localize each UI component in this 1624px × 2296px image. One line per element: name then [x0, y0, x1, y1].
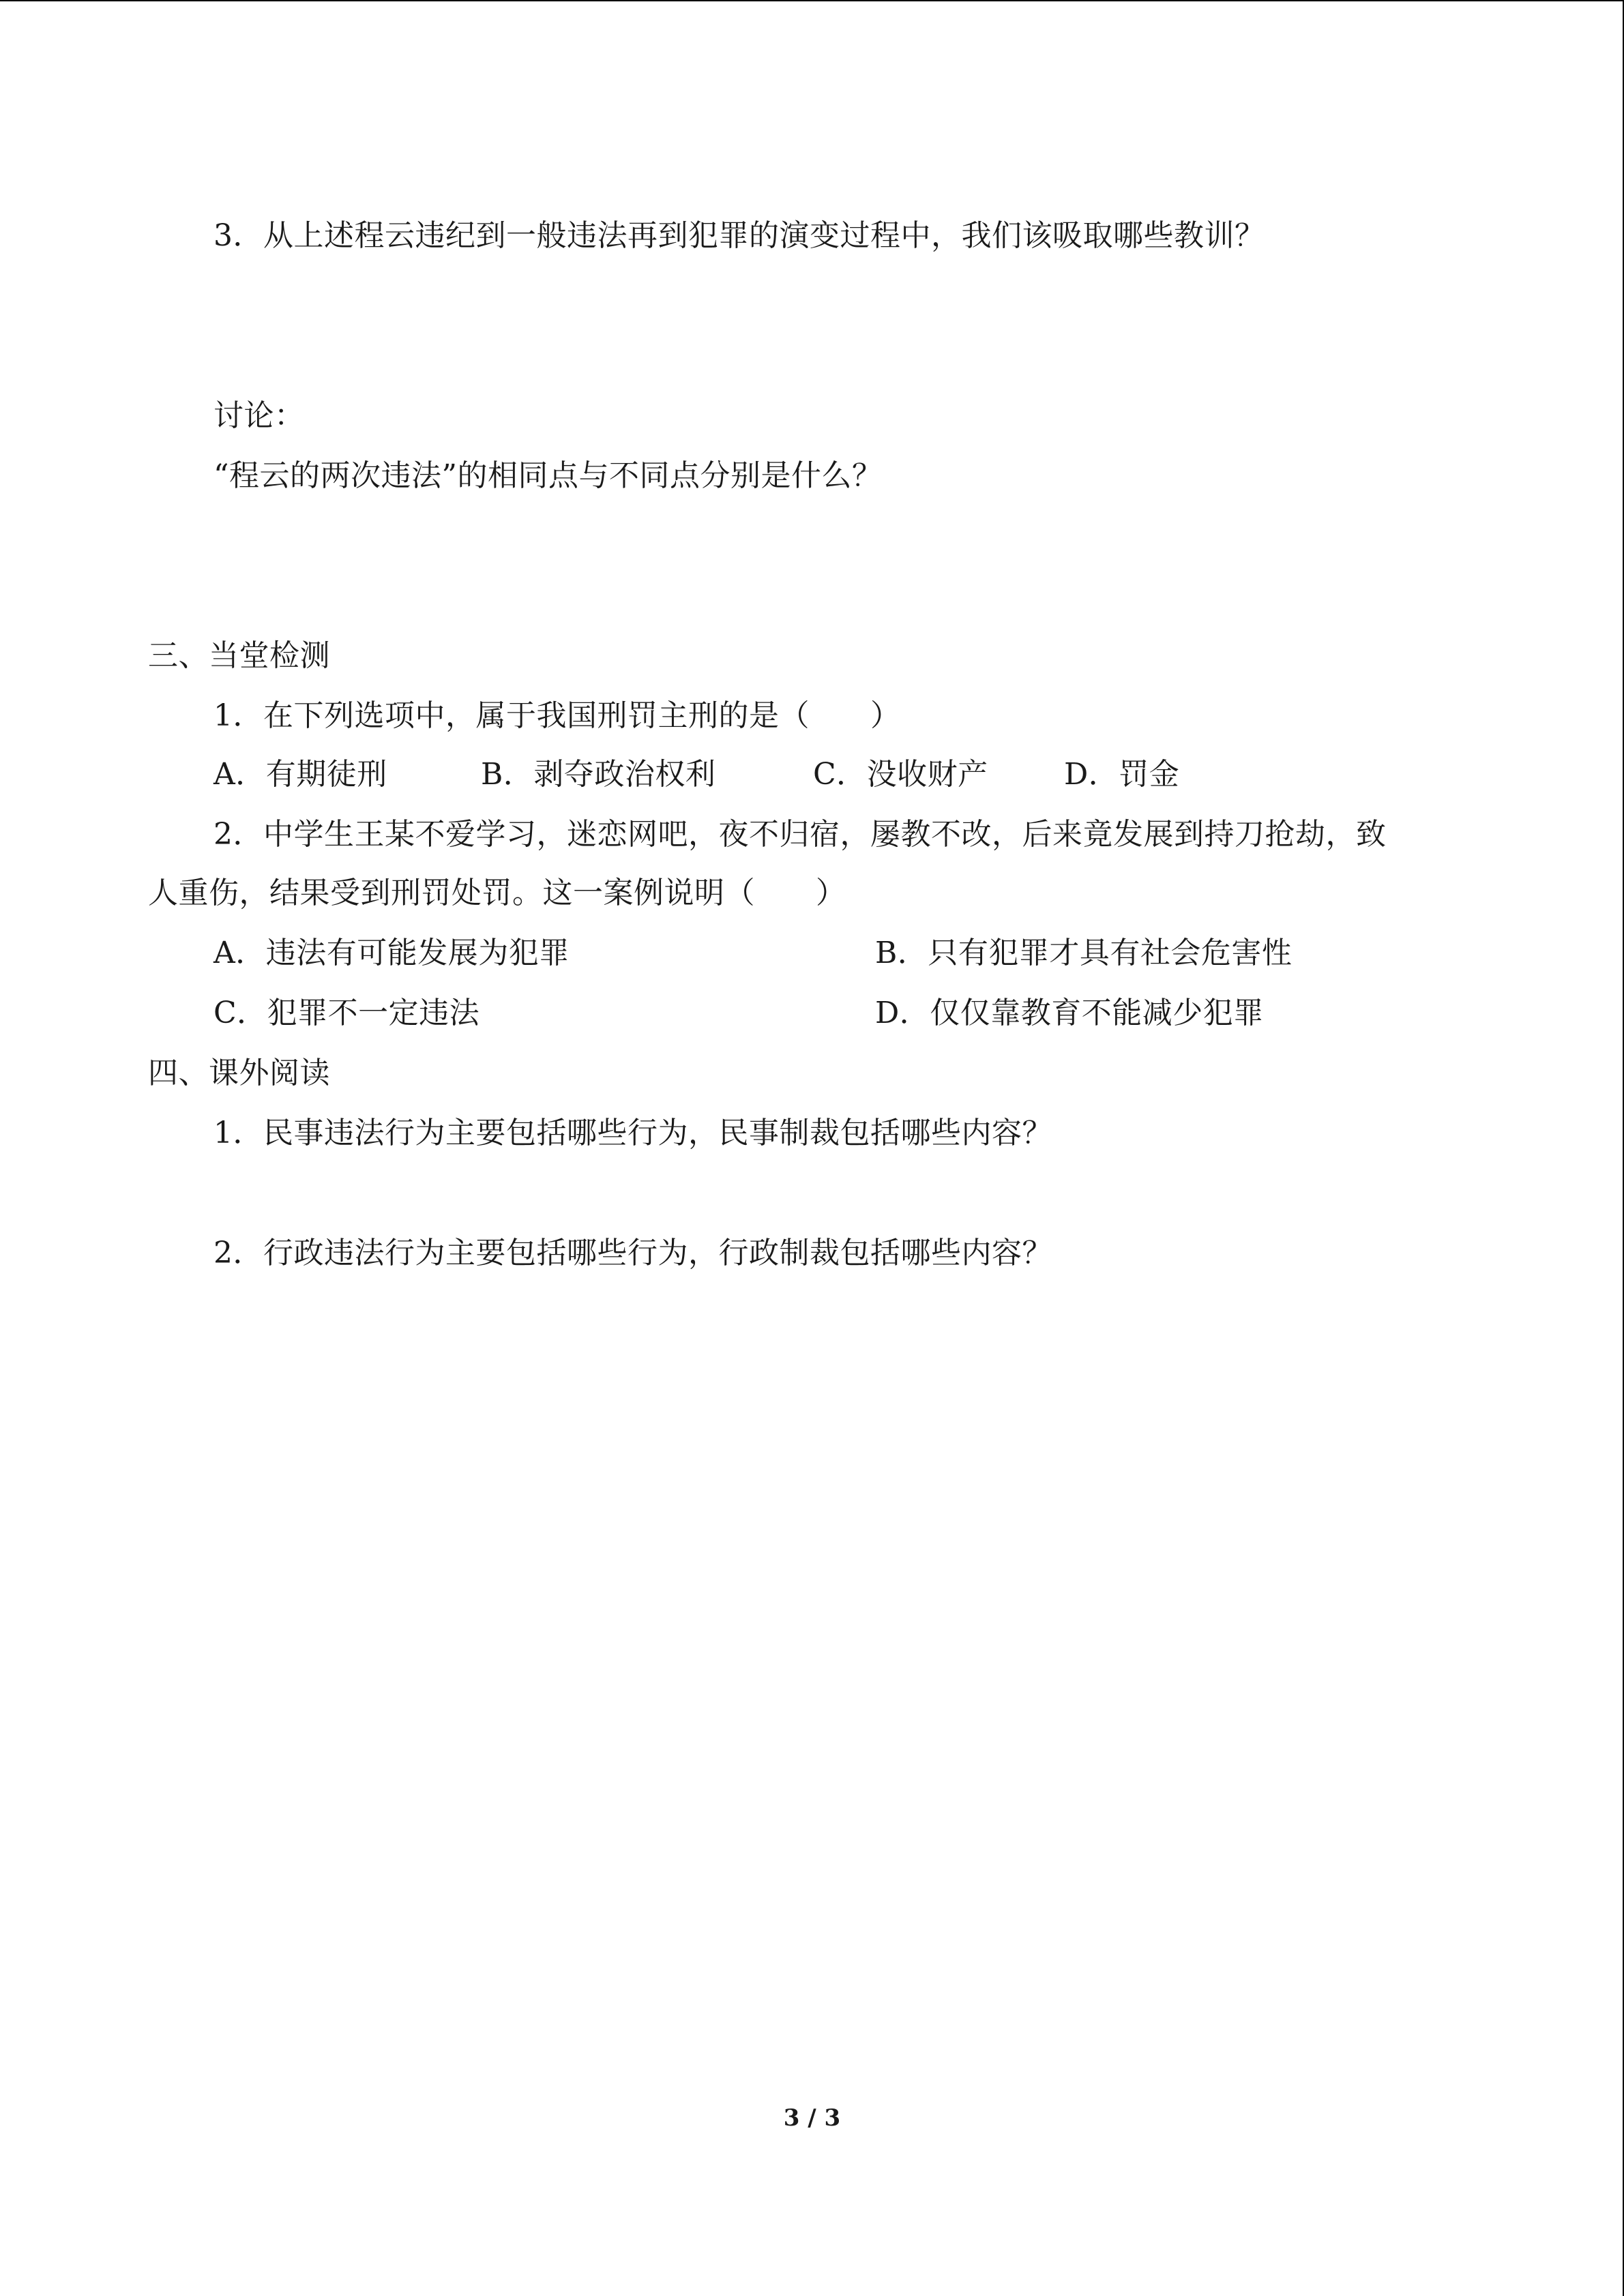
discussion-question: “程云的两次违法”的相同点与不同点分别是什么？ — [213, 458, 883, 493]
quiz-q1-option-a: A．有期徒刑 — [213, 757, 387, 792]
quiz-q2-stem-line1: 2．中学生王某不爱学习，迷恋网吧，夜不归宿，屡教不改，后来竟发展到持刀抢劫，致 — [213, 817, 1387, 852]
quiz-q2-option-a: A．违法有可能发展为犯罪 — [213, 936, 570, 970]
reading-q2: 2．行政违法行为主要包括哪些行为，行政制裁包括哪些内容？ — [213, 1236, 1052, 1270]
quiz-q1-option-d: D．罚金 — [1064, 757, 1180, 792]
reading-q1: 1．民事违法行为主要包括哪些行为，民事制裁包括哪些内容？ — [213, 1116, 1052, 1150]
quiz-q1-option-c: C．没收财产 — [813, 757, 988, 792]
quiz-q2-option-d: D．仅仅靠教育不能减少犯罪 — [875, 996, 1264, 1030]
quiz-q1-stem: 1．在下列选项中，属于我国刑罚主刑的是（ ） — [213, 698, 901, 733]
page-number: 3 / 3 — [783, 2104, 841, 2132]
quiz-q1-options — [213, 754, 1179, 795]
quiz-q2-stem-line2: 人重伤，结果受到刑罚处罚。这一案例说明（ ） — [148, 876, 846, 910]
question-3-text: 3．从上述程云违纪到一般违法再到犯罪的演变过程中，我们该吸取哪些教训？ — [213, 218, 1265, 253]
quiz-q1-option-b: B．剥夺政治权利 — [481, 757, 716, 792]
discussion-label: 讨论： — [213, 398, 305, 433]
quiz-q2-option-c: C．犯罪不一定违法 — [213, 996, 480, 1030]
section-3-heading: 三、当堂检测 — [148, 638, 330, 673]
quiz-q2-option-b: B．只有犯罪才具有社会危害性 — [875, 936, 1293, 970]
section-4-heading: 四、课外阅读 — [148, 1056, 330, 1090]
